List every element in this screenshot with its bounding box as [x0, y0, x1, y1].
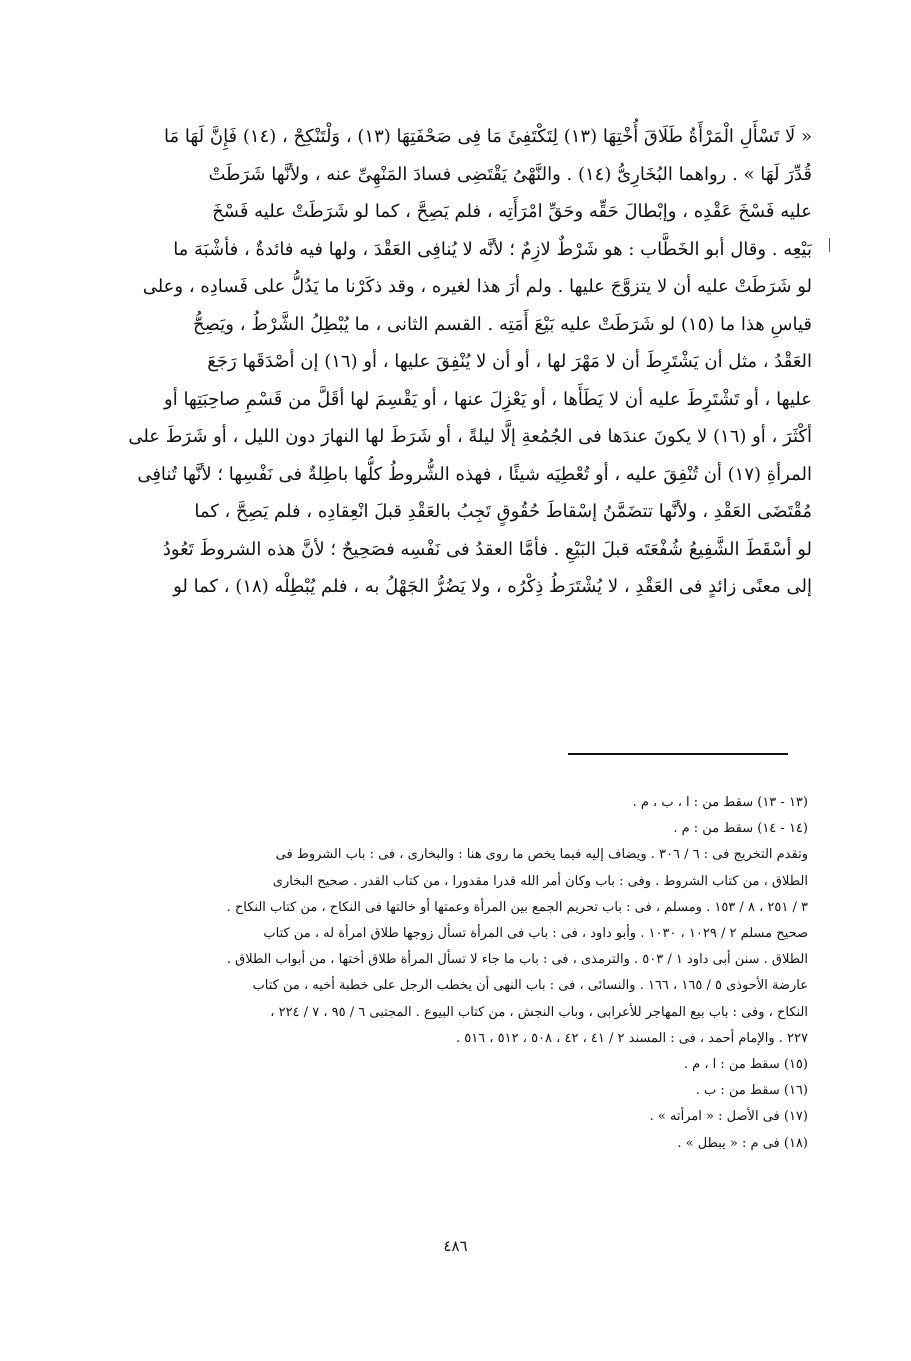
text-line: « لَا تَسْأَلِ الْمَرْأَةُ طَلَاقَ أُخْتِهَا (١٣) لِتَكْتَفِئَ مَا فِى صَحْفَتِهَا (١٣) ، وَلْتَنْكِحْ ، (١٤) فَإِنَّ لَهَا مَا — [164, 126, 812, 147]
footnote-line: (١٥) سقط من : ا ، م . — [683, 1057, 808, 1073]
footnotes-block — [108, 790, 808, 1157]
text-line: أكْثَرَ ، أو (١٦) لا يكونَ عندَها فى الجُمُعةِ إلَّا ليلةً ، أو شَرَطَ لها النهارَ دون الليل ، أو شَرَطَ على — [128, 426, 812, 447]
footnote-line: الطلاق ، من كتاب الشروط . وفى : باب وكان أمر الله قدرا مقدورا ، من كتاب القدر . صحيح البخارى — [272, 873, 808, 889]
footnote-line: عارضة الأحوذى ٥ / ١٦٥ ، ١٦٦ . والنسائى ، فى : باب النهى أن يخطب الرجل على خطبة أخيه ، من كتاب — [252, 978, 808, 994]
text-line: قياسِ هذا ما (١٥) لو شَرَطَتْ عليه بَيْعَ أَمَتِه . القسم الثانى ، ما يُبْطِلُ الشَّرْطُ ، ويَصِحُّ — [193, 313, 812, 335]
footnote-divider — [568, 753, 788, 755]
margin-mark — [829, 238, 830, 252]
text-line: بَيْعِه . وقال أبو الخَطَّاب : هو شَرْطٌ لازِمٌ ؛ لأنَّه لا يُنافِى العَقْدَ ، ولها فيه فائدةٌ ، فأشْبَهَ ما — [173, 238, 812, 260]
footnote-line: صحيح مسلم ٢ / ١٠٢٩ ، ١٠٣٠ . وأبو داود ، فى : باب فى المرأة تسأل زوجها طلاق امرأة له ، من كتاب — [263, 926, 808, 942]
footnote-line: الطلاق . سنن أبى داود ١ / ٥٠٣ . والترمذى ، فى : باب ما جاء لا تسأل المرأة طلاق أختها ، من أبواب الطلاق . — [226, 952, 808, 968]
footnote-line: النكاح ، وفى : باب بيع المهاجر للأعرابى ، وباب النجش ، من كتاب البيوع . المجتبى ٦ / ٩٥ ، ٧ / ٢٢٤ ، — [270, 1004, 808, 1020]
text-line: لو أسْقَطَ الشَّفِيعُ شُفْعَتَه قبلَ البَيْعِ . فأمَّا العقدُ فى نَفْسِه فصَحِيحٌ ؛ لأنَّ هذه الشروطَ تَعُودُ — [162, 538, 812, 560]
text-line: عليها ، أو تَشْتَرِطَ عليه أن لا يَطَأَها ، أو يَعْزِلَ عنها ، أو يَقْسِمَ لها أقَلَّ من قَسْمِ صاحِبَتِها أو — [164, 388, 812, 410]
text-line: لو شَرَطَتْ عليه أن لا يتزوَّجَ عليها . ولم أرَ هذا لغيره ، وقد ذكَرْنا ما يَدُلُّ على فَسادِه ، وعلى — [142, 276, 812, 297]
footnote-line: ٢٢٧ . والإمام أحمد ، فى : المسند ٢ / ٤١ ، ٤٢ ، ٥٠٨ ، ٥١٢ ، ٥١٦ . — [455, 1030, 808, 1046]
footnote-line: وتقدم التخريج فى : ٦ / ٣٠٦ . ويضاف إليه فيما يخص ما روى هنا : والبخارى ، فى : باب الشروط فى — [275, 847, 808, 863]
text-line: العَقْدُ ، مثل أن يَشْتَرِطَ أن لا مَهْرَ لها ، أو أن لا يُنْفِقَ عليها ، أو (١٦) إن أصْدَقَها رَجَعَ — [207, 351, 812, 372]
footnote-line: (١٤ - ١٤) سقط من : م . — [673, 821, 808, 837]
main-text-block — [114, 118, 812, 606]
text-line: مُقْتَضَى العَقْدِ ، ولأنَّها تتضَمَّنُ إسْقاطَ حُقُوقٍ تَجِبُ بالعَقْدِ قبلَ انْعِقادِه ، فلم يَصِحَّ ، كما — [194, 501, 812, 522]
footnote-line: (١٣ - ١٣) سقط من : ا ، ب ، م . — [632, 795, 808, 810]
text-line: عليه فَسْخَ عَقْدِه ، وإبْطالَ حَقِّه وحَقِّ امْرَأَتِه ، فلم يَصِحَّ ، كما لو شَرَطَتْ عليه فَسْخَ — [212, 201, 812, 222]
footnote-line: (١٧) فى الأصل : « امرأته » . — [649, 1109, 808, 1125]
footnote-line: (١٦) سقط من : ب . — [695, 1083, 808, 1099]
text-line: إلى معنًى زائدٍ فى العَقْدِ ، لا يُشْتَرَطُ ذِكْرُه ، ولا يَضُرُّ الجَهْلُ به ، فلم يُبْطِلْه (١٨) ، كما لو — [173, 576, 812, 597]
footnote-line: ٣ / ٢٥١ ، ٨ / ١٥٣ . ومسلم ، فى : باب تحريم الجمع بين المرأة وعمتها أو خالتها فى النكاح ، من كتاب النكاح . — [226, 899, 808, 915]
text-line: المرأةِ (١٧) أن تُنْفِقَ عليه ، أو تُعْطِيَه شيئًا ، فهذه الشُّروطُ كلُّها باطِلةٌ فى نَفْسِها ؛ لأنَّها تُنافِى — [137, 463, 812, 485]
text-line: قُدِّرَ لَهَا » . رواهما البُخَارِىُّ (١٤) . والنَّهْىُ يَقْتَضِى فسادَ المَنْهِىِّ عنه ، ولأنَّها شَرَطَتْ — [208, 163, 812, 185]
page-number: ٤٨٦ — [443, 1237, 468, 1255]
footnote-line: (١٨) فى م : « يبطل » . — [677, 1135, 808, 1151]
